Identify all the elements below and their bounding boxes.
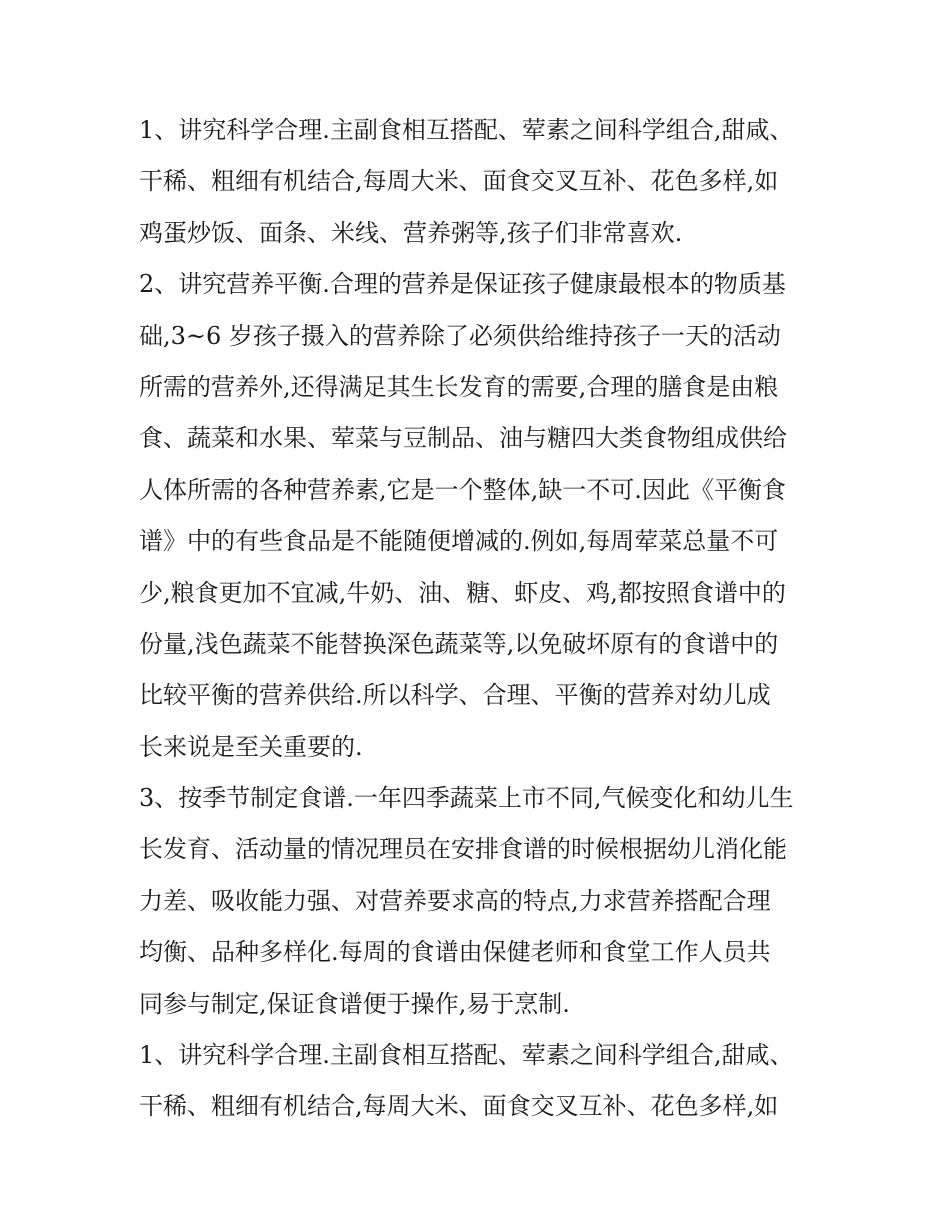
paragraph-4 <box>139 1035 829 1138</box>
text-line: 份量,浅色蔬菜不能替换深色蔬菜等,以免破坏原有的食谱中的 <box>139 629 779 658</box>
document-body <box>139 110 829 1138</box>
text-line: 干稀、粗细有机结合,每周大米、面食交叉互补、花色多样,如 <box>139 1092 779 1121</box>
text-line: 所需的营养外,还得满足其生长发育的需要,合理的膳食是由粮 <box>139 372 779 401</box>
text-line: 力差、吸收能力强、对营养要求高的特点,力求营养搭配合理 <box>139 886 771 915</box>
text-line: 长发育、活动量的情况理员在安排食谱的时候根据幼儿消化能 <box>139 835 787 864</box>
text-line: 2、讲究营养平衡.合理的营养是保证孩子健康最根本的物质基 <box>139 270 786 299</box>
text-line: 食、蔬菜和水果、荤菜与豆制品、油与糖四大类食物组成供给 <box>139 424 787 453</box>
text-line: 少,粮食更加不宜减,牛奶、油、糖、虾皮、鸡,都按照食谱中的 <box>139 578 786 607</box>
text-line: 1、讲究科学合理.主副食相互搭配、荤素之间科学组合,甜咸、 <box>139 1041 794 1070</box>
paragraph-3 <box>139 778 829 1035</box>
text-line: 谱》中的有些食品是不能随便增减的.例如,每周荤菜总量不可 <box>139 527 779 556</box>
text-line: 同参与制定,保证食谱便于操作,易于烹制. <box>139 989 570 1018</box>
text-line: 3、按季节制定食谱.一年四季蔬菜上市不同,气候变化和幼儿生 <box>139 784 794 813</box>
paragraph-2 <box>139 264 829 778</box>
text-line: 1、讲究科学合理.主副食相互搭配、荤素之间科学组合,甜咸、 <box>139 116 794 144</box>
text-line: 比较平衡的营养供给.所以科学、合理、平衡的营养对幼儿成 <box>139 681 771 710</box>
text-line: 础,3~6 岁孩子摄入的营养除了必须供给维持孩子一天的活动 <box>139 321 781 350</box>
text-line: 干稀、粗细有机结合,每周大米、面食交叉互补、花色多样,如 <box>139 167 779 196</box>
text-line: 均衡、品种多样化.每周的食谱由保健老师和食堂工作人员共 <box>139 938 771 967</box>
paragraph-1 <box>139 110 829 264</box>
text-line: 长来说是至关重要的. <box>139 732 363 761</box>
text-line: 鸡蛋炒饭、面条、米线、营养粥等,孩子们非常喜欢. <box>139 218 683 247</box>
text-line: 人体所需的各种营养素,它是一个整体,缺一不可.因此《平衡食 <box>139 475 786 504</box>
